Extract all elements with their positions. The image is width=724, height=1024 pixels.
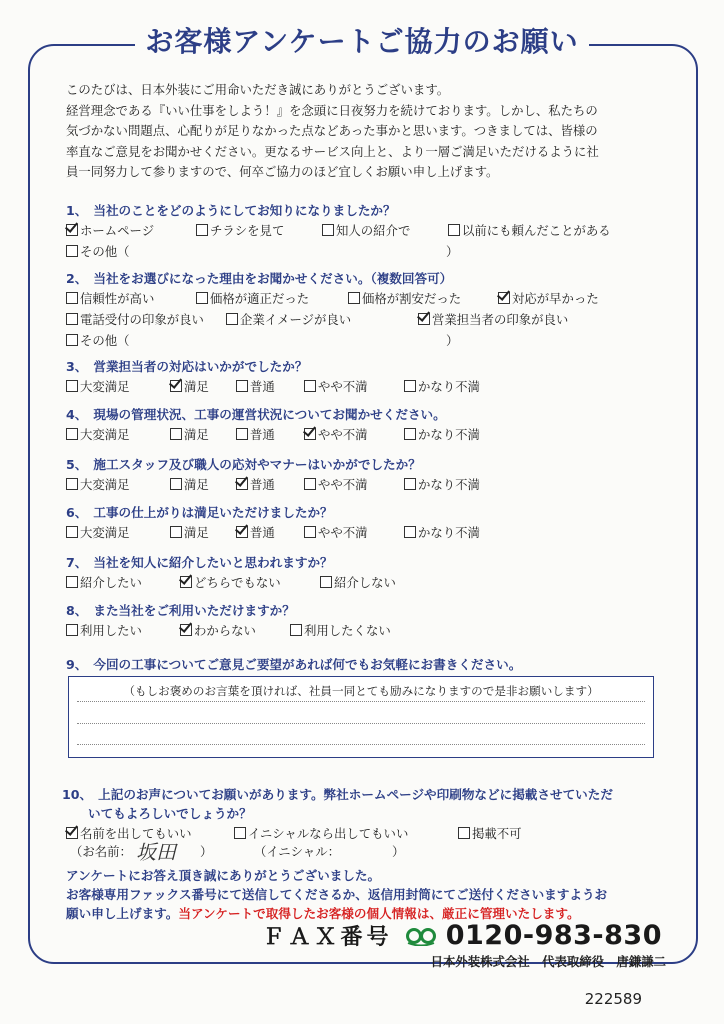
options-row	[66, 219, 611, 240]
question-text: 当社のことをどのようにしてお知りになりましたか？	[93, 203, 396, 218]
option-q3-1-2[interactable]	[170, 377, 209, 395]
question-title	[66, 600, 295, 619]
option-label: 大変満足	[80, 427, 130, 442]
checkbox[interactable]	[66, 478, 78, 490]
options-row	[66, 473, 480, 494]
question-number: 1、	[66, 203, 88, 218]
option-label: 紹介しない	[334, 575, 396, 590]
question-number: 8、	[66, 603, 88, 618]
checkbox[interactable]	[404, 478, 416, 490]
option-q4-1-5[interactable]	[404, 425, 480, 443]
question-text: 上記のお声についてお願いがあります。弊社ホームページや印刷物などに掲載させていただ	[98, 787, 613, 802]
option-q5-1-2[interactable]	[170, 475, 209, 493]
option-label: わからない	[194, 623, 256, 638]
name-close: ）	[200, 844, 213, 859]
checkbox[interactable]	[234, 827, 246, 839]
option-label: 大変満足	[80, 477, 130, 492]
option-label: かなり不満	[418, 379, 480, 394]
question-title	[66, 454, 421, 473]
option-q1-1-2[interactable]	[196, 221, 284, 239]
option-label: チラシを見て	[210, 223, 285, 238]
question-text: 現場の管理状況、工事の運営状況についてお聞かせください。	[93, 407, 446, 422]
option-label: その他（	[80, 244, 130, 259]
checkbox-checked[interactable]	[304, 428, 316, 440]
checkbox[interactable]	[66, 576, 78, 588]
checkbox-checked[interactable]	[66, 827, 78, 839]
closing-line: アンケートにお答え頂き誠にありがとうございました。	[66, 868, 381, 883]
question-number: 2、	[66, 271, 88, 286]
option-q7-1-1[interactable]	[66, 573, 142, 591]
fax-block	[263, 920, 662, 954]
question-text: 営業担当者の対応はいかがでしたか？	[93, 359, 308, 374]
option-q7-1-3[interactable]	[320, 573, 396, 591]
checkbox-checked[interactable]	[236, 478, 248, 490]
checkbox-checked[interactable]	[236, 526, 248, 538]
question-8	[66, 600, 391, 640]
option-q3-1-3[interactable]	[236, 377, 275, 395]
closing-line: お客様専用ファックス番号にて送信してくださるか、返信用封筒にてご送付くださいますようお	[66, 887, 608, 902]
checkbox[interactable]	[66, 526, 78, 538]
intro-line: このたびは、日本外装にご用命いただき誠にありがとうございます。	[66, 82, 450, 97]
option-label: 満足	[184, 525, 209, 540]
freedial-icon	[406, 926, 436, 946]
dotted-line	[77, 744, 645, 745]
options-row	[66, 308, 569, 329]
question-text: 当社をお選びになった理由をお聞かせください。（複数回答可）	[93, 271, 453, 286]
checkbox[interactable]	[322, 224, 334, 236]
closing-line: 願い申し上げます。当アンケートで取得したお客様の個人情報は、厳正に管理いたします。	[66, 906, 580, 921]
handwritten-name[interactable]: 坂田	[136, 840, 176, 864]
checkbox[interactable]	[170, 428, 182, 440]
comment-hint: （もしお褒めのお言葉を頂ければ、社員一同とても励みになりますので是非お願いします）	[123, 684, 599, 698]
question-title	[66, 404, 446, 423]
option-label: 知人の紹介で	[336, 223, 411, 238]
intro-line: 気づかない問題点、心配りが足りなかった点などあった事かと思います。つきましては、皆様の	[66, 123, 598, 138]
option-q2-1-2[interactable]	[196, 289, 309, 307]
option-label: 満足	[184, 427, 209, 442]
option-q2-1-1[interactable]	[66, 289, 154, 307]
option-label: やや不満	[318, 525, 368, 540]
fax-number: 0120-983-830	[445, 920, 662, 951]
checkbox[interactable]	[404, 526, 416, 538]
option-q2-2-1[interactable]	[66, 310, 204, 328]
checkbox[interactable]	[66, 292, 78, 304]
checkbox-checked[interactable]	[170, 380, 182, 392]
other-close-paren: ）	[446, 244, 459, 259]
checkbox[interactable]	[170, 526, 182, 538]
option-q6-1-5[interactable]	[404, 523, 480, 541]
option-q8-1-3[interactable]	[290, 621, 391, 639]
checkbox[interactable]	[196, 292, 208, 304]
option-q3-1-1[interactable]	[66, 377, 130, 395]
question-title	[66, 552, 333, 571]
option-q1-1-1[interactable]	[66, 221, 154, 239]
option-label: 利用したい	[80, 623, 142, 638]
option-q3-1-5[interactable]	[404, 377, 480, 395]
option-label: 対応が早かった	[512, 291, 599, 306]
checkbox[interactable]	[226, 313, 238, 325]
title-bar	[0, 20, 724, 60]
option-q8-1-1[interactable]	[66, 621, 142, 639]
question-title-cont: いてもよろしいでしょうか？	[88, 806, 252, 821]
question-number: 6、	[66, 505, 88, 520]
options-row	[66, 240, 459, 261]
question-number: 3、	[66, 359, 88, 374]
option-label: 利用したくない	[304, 623, 391, 638]
question-6	[66, 502, 480, 542]
checkbox[interactable]	[404, 380, 416, 392]
option-label: 価格が割安だった	[362, 291, 462, 306]
option-q4-1-1[interactable]	[66, 425, 130, 443]
option-q5-1-5[interactable]	[404, 475, 480, 493]
privacy-notice: 当アンケートで取得したお客様の個人情報は、厳正に管理いたします。	[178, 906, 580, 921]
option-q1-2-1[interactable]	[66, 242, 130, 260]
question-9	[66, 654, 521, 673]
checkbox-checked[interactable]	[66, 224, 78, 236]
checkbox[interactable]	[66, 380, 78, 392]
dotted-line	[77, 701, 645, 702]
option-q6-1-3[interactable]	[236, 523, 275, 541]
option-q1-1-3[interactable]	[322, 221, 410, 239]
option-label: かなり不満	[418, 477, 480, 492]
option-label: 普通	[250, 477, 275, 492]
question-2	[66, 268, 599, 350]
options-row	[66, 423, 480, 444]
checkbox-checked[interactable]	[180, 624, 192, 636]
option-label: 以前にも頼んだことがある	[462, 223, 611, 238]
option-label: 大変満足	[80, 379, 130, 394]
option-q4-1-3[interactable]	[236, 425, 275, 443]
option-label: 満足	[184, 379, 209, 394]
question-text: 施工スタッフ及び職人の応対やマナーはいかがでしたか？	[93, 457, 421, 472]
option-label: 大変満足	[80, 525, 130, 540]
name-row	[66, 840, 626, 862]
question-title	[62, 784, 613, 803]
option-q2-2-2[interactable]	[226, 310, 351, 328]
option-q2-2-3[interactable]	[418, 310, 568, 328]
option-label: かなり不満	[418, 525, 480, 540]
initial-label: （イニシャル：	[254, 844, 340, 859]
document-code: 222589	[584, 990, 642, 1008]
option-label: 営業担当者の印象が良い	[432, 312, 569, 327]
question-title	[66, 502, 333, 521]
intro-line: 経営理念である『いい仕事をしよう！』を念頭に日夜努力を続けております。しかし、私たちの	[66, 102, 598, 118]
question-text: 今回の工事についてご意見ご要望があれば何でもお気軽にお書きください。	[93, 657, 522, 672]
option-label: 掲載不可	[472, 826, 522, 841]
question-3	[66, 356, 480, 396]
checkbox-checked[interactable]	[418, 313, 430, 325]
options-row	[66, 375, 480, 396]
option-label: どちらでもない	[194, 575, 281, 590]
option-q1-1-4[interactable]	[448, 221, 611, 239]
initial-close: ）	[392, 844, 405, 859]
options-row	[66, 287, 599, 308]
question-4	[66, 404, 480, 444]
question-number: 7、	[66, 555, 88, 570]
option-label: ホームページ	[80, 223, 155, 238]
checkbox[interactable]	[66, 245, 78, 257]
checkbox[interactable]	[320, 576, 332, 588]
option-label: やや不満	[318, 477, 368, 492]
option-label: 紹介したい	[80, 575, 142, 590]
option-q4-1-4[interactable]	[304, 425, 368, 443]
checkbox[interactable]	[304, 526, 316, 538]
option-label: 価格が適正だった	[210, 291, 310, 306]
checkbox[interactable]	[196, 224, 208, 236]
option-label: 企業イメージが良い	[240, 312, 352, 327]
option-q5-1-3[interactable]	[236, 475, 275, 493]
other-close-paren: ）	[446, 333, 459, 348]
question-number: 5、	[66, 457, 88, 472]
question-title	[66, 654, 521, 673]
option-label: 名前を出してもいい	[80, 826, 192, 841]
question-7	[66, 552, 396, 592]
option-q8-1-2[interactable]	[180, 621, 256, 639]
option-q4-1-2[interactable]	[170, 425, 209, 443]
option-q3-1-4[interactable]	[304, 377, 368, 395]
option-label: 信頼性が高い	[80, 291, 155, 306]
question-text: 工事の仕上がりは満足いただけましたか？	[93, 505, 333, 520]
closing-text	[66, 866, 666, 923]
option-q6-1-1[interactable]	[66, 523, 130, 541]
checkbox[interactable]	[66, 428, 78, 440]
options-row	[66, 571, 396, 592]
option-label: やや不満	[318, 379, 368, 394]
option-label: 普通	[250, 379, 275, 394]
option-label: 満足	[184, 477, 209, 492]
checkbox[interactable]	[66, 334, 78, 346]
checkbox[interactable]	[290, 624, 302, 636]
question-number: 10、	[62, 787, 93, 802]
question-title	[66, 356, 307, 375]
option-label: やや不満	[318, 427, 368, 442]
checkbox[interactable]	[170, 478, 182, 490]
checkbox[interactable]	[304, 380, 316, 392]
checkbox[interactable]	[404, 428, 416, 440]
page-title: お客様アンケートご協力のお願い	[135, 20, 588, 60]
checkbox-checked[interactable]	[180, 576, 192, 588]
checkbox[interactable]	[236, 428, 248, 440]
question-text: 当社を知人に紹介したいと思われますか？	[93, 555, 333, 570]
option-label: その他（	[80, 333, 130, 348]
checkbox[interactable]	[66, 313, 78, 325]
checkbox-checked[interactable]	[498, 292, 510, 304]
fax-label: ＦＡＸ番号	[262, 925, 393, 950]
intro-line: 率直なご意見をお聞かせください。更なるサービス向上と、より一層ご満足いただけるように社	[66, 143, 599, 159]
checkbox[interactable]	[66, 624, 78, 636]
question-title	[66, 200, 396, 219]
checkbox[interactable]	[448, 224, 460, 236]
checkbox[interactable]	[236, 380, 248, 392]
option-label: 普通	[250, 427, 275, 442]
company-signature: 日本外装株式会社 代表取締役 唐鎌謙二	[430, 954, 666, 969]
question-5	[66, 454, 480, 494]
comment-box[interactable]	[68, 676, 654, 758]
options-row	[66, 619, 391, 640]
question-title	[66, 268, 452, 287]
option-q2-1-4[interactable]	[498, 289, 599, 307]
options-row	[66, 329, 459, 350]
option-label: かなり不満	[418, 427, 480, 442]
option-q6-1-4[interactable]	[304, 523, 368, 541]
option-q2-1-3[interactable]	[348, 289, 461, 307]
name-label: （お名前：	[70, 844, 132, 859]
options-row	[66, 521, 480, 542]
question-number: 9、	[66, 657, 88, 672]
option-q5-1-1[interactable]	[66, 475, 130, 493]
option-label: 電話受付の印象が良い	[80, 312, 204, 327]
question-10	[62, 784, 613, 843]
dotted-line	[77, 723, 645, 724]
intro-text	[66, 80, 666, 183]
checkbox[interactable]	[348, 292, 360, 304]
intro-line: 員一同努力して参りますので、何卒ご協力のほど宜しくお願い申し上げます。	[66, 164, 499, 179]
question-number: 4、	[66, 407, 88, 422]
checkbox[interactable]	[458, 827, 470, 839]
checkbox[interactable]	[304, 478, 316, 490]
option-label: 普通	[250, 525, 275, 540]
option-label: イニシャルなら出してもいい	[248, 826, 409, 841]
option-q7-1-2[interactable]	[180, 573, 281, 591]
option-q6-1-2[interactable]	[170, 523, 209, 541]
option-q5-1-4[interactable]	[304, 475, 368, 493]
question-text: また当社をご利用いただけますか？	[93, 603, 295, 618]
question-1	[66, 200, 611, 261]
option-q2-3-1[interactable]	[66, 331, 130, 349]
